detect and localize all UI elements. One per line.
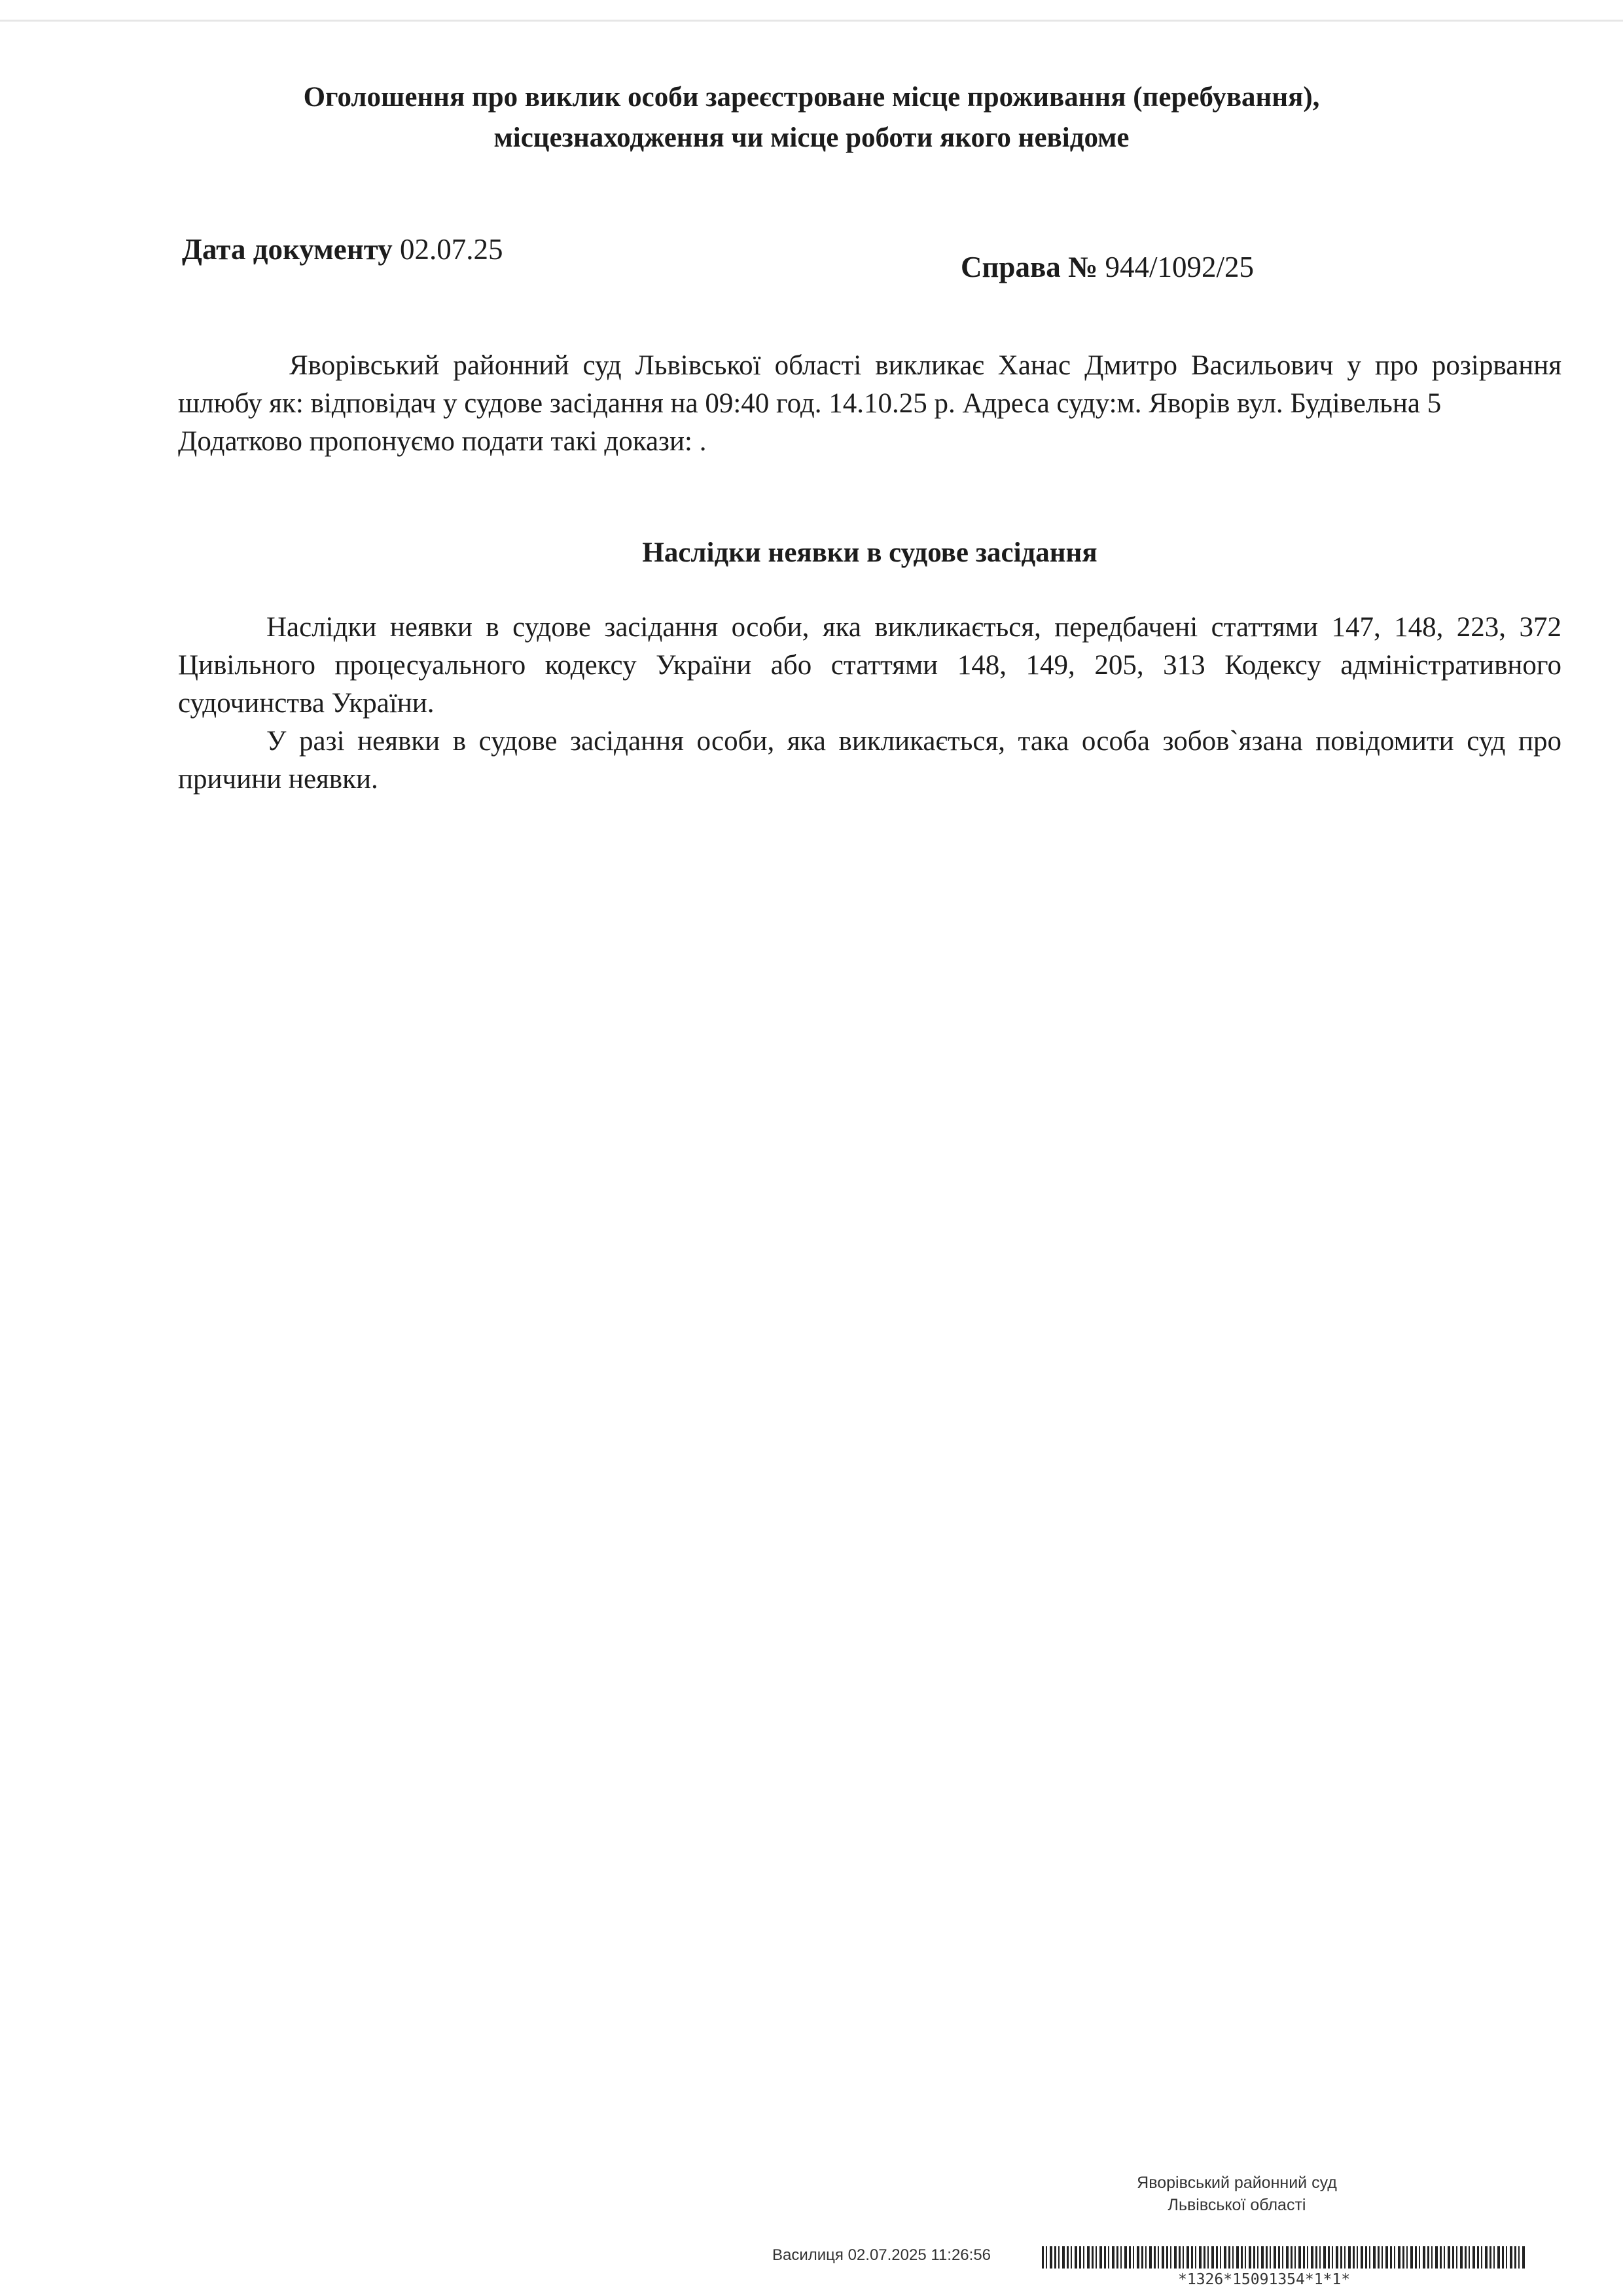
case-number: [961, 250, 1254, 284]
registration-stamp: Василиця 02.07.2025 11:26:56: [772, 2246, 991, 2264]
barcode-caption: *1326*15091354*1*1*: [1178, 2271, 1351, 2288]
footer-court-name: [1047, 2172, 1427, 2216]
footer-court-line-2: Львівської області: [1168, 2196, 1306, 2214]
document-title: [131, 77, 1492, 158]
summons-paragraph: Яворівський районний суд Львівської області викликає Ханас Дмитро Васильович у про розірвання шлюбу як: відповідач у судове засідання на 09:40 год. 14.10.25 р. Адреса суду:м. Яворів вул. Будівельна 5: [178, 350, 1561, 419]
title-line-1: Оголошення про виклик особи зареєстроване місце проживання (перебування),: [303, 82, 1320, 113]
date-label: Дата документу: [182, 233, 393, 266]
document-date: [182, 232, 503, 266]
case-label: Справа №: [961, 251, 1098, 283]
date-value: 02.07.25: [399, 233, 503, 266]
case-value: 944/1092/25: [1105, 251, 1254, 283]
title-line-2: місцезнаходження чи місце роботи якого невідоме: [493, 122, 1130, 153]
additional-evidence-paragraph: Додатково пропонуємо подати такі докази: .: [178, 426, 707, 457]
scan-edge: [0, 20, 1623, 22]
barcode: [1042, 2246, 1526, 2269]
summons-section: [178, 347, 1561, 461]
consequences-paragraph-2: У разі неявки в судове засідання особи, яка викликається, така особа зобов`язана повідомити суд про причини неявки.: [178, 726, 1561, 795]
footer-court-line-1: Яворівський районний суд: [1137, 2174, 1337, 2192]
consequences-paragraph-1: Наслідки неявки в судове засідання особи, яка викликається, передбачені статтями 147, 148, 223, 372 Цивільного процесуального кодексу України або статтями 148, 149, 205, 313 Кодексу адміністративного судочинства України.: [178, 612, 1561, 719]
consequences-section: [178, 609, 1561, 798]
consequences-heading: Наслідки неявки в судове засідання: [642, 537, 1097, 568]
